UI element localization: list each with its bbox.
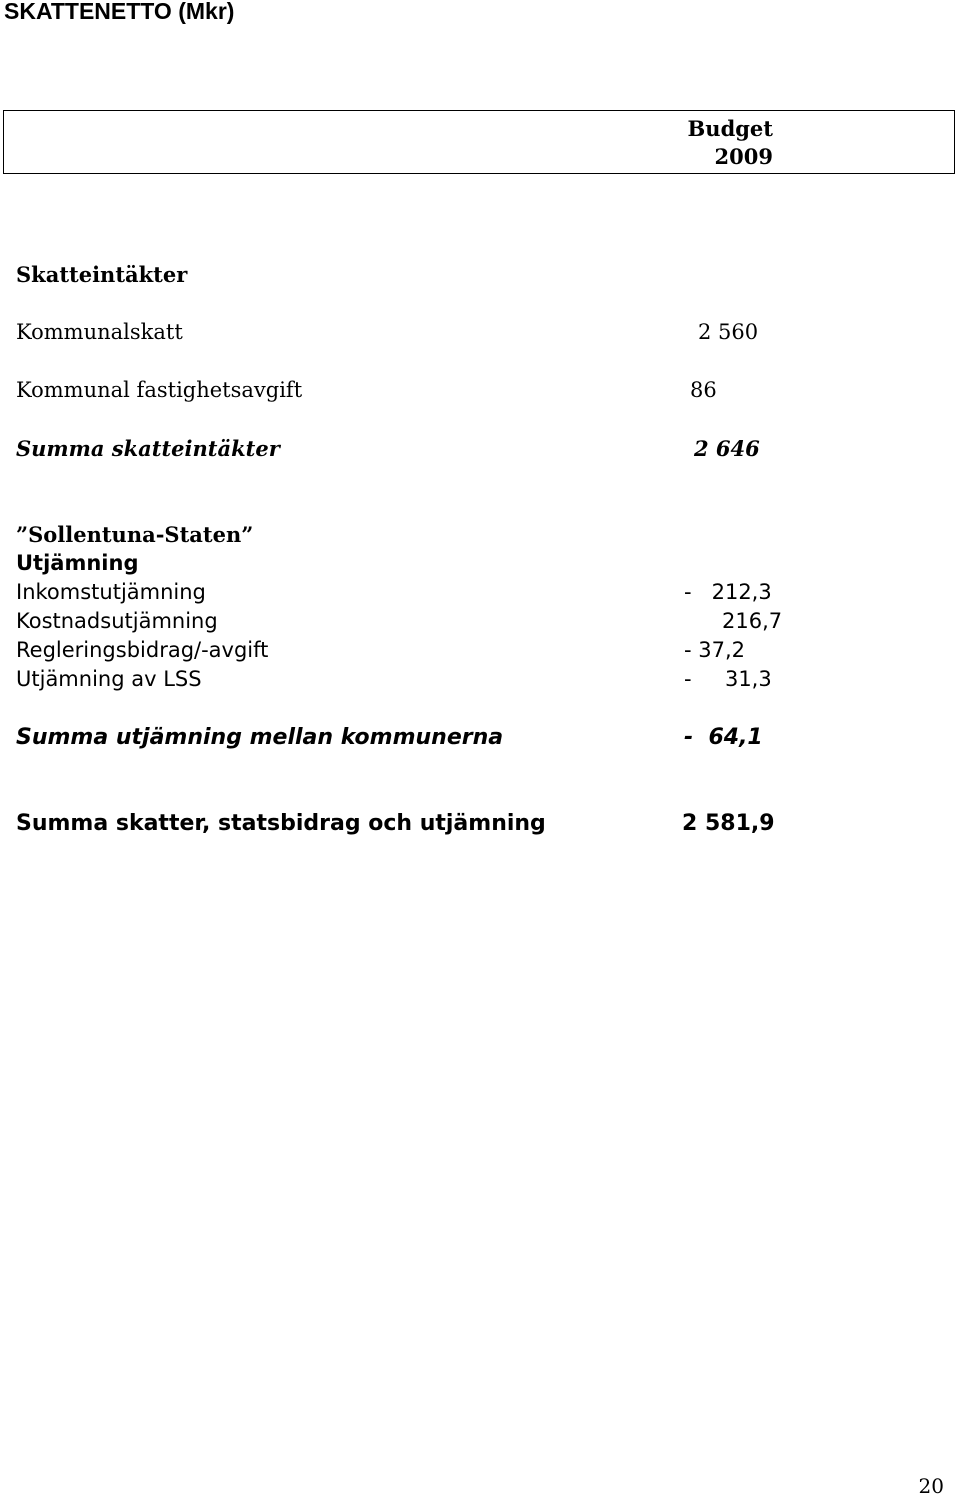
row-value-regleringsbidrag: - 37,2: [684, 638, 746, 662]
row-value-kommunalskatt: 2 560: [698, 320, 759, 344]
section-heading-sollentuna-staten: ”Sollentuna-Staten”: [16, 522, 254, 547]
row-label-utjamning-lss: Utjämning av LSS: [16, 667, 202, 691]
budget-header-box: [3, 110, 955, 174]
utjamning-heading: Utjämning: [16, 551, 139, 575]
summa-skatteintakter-label: Summa skatteintäkter: [16, 436, 280, 461]
sollentuna-staten-label: Sollentuna-Staten: [28, 522, 242, 547]
row-label-regleringsbidrag: Regleringsbidrag/-avgift: [16, 638, 269, 662]
total-label: Summa skatter, statsbidrag och utjämning: [16, 811, 546, 836]
budget-column-label: Budget: [687, 116, 773, 141]
page-title: SKATTENETTO (Mkr): [4, 0, 235, 24]
total-value: 2 581,9: [682, 811, 775, 836]
row-value-kostnadsutjamning: 216,7: [722, 609, 783, 633]
budget-column-year: 2009: [714, 144, 773, 169]
skatteintakter-heading: Skatteintäkter: [16, 262, 188, 287]
page-number: 20: [918, 1474, 944, 1498]
row-label-kommunalskatt: Kommunalskatt: [16, 320, 183, 344]
summa-utjamning-value: - 64,1: [684, 725, 763, 750]
row-label-kostnadsutjamning: Kostnadsutjämning: [16, 609, 218, 633]
summa-utjamning-label: Summa utjämning mellan kommunerna: [16, 725, 504, 750]
row-value-utjamning-lss: - 31,3: [684, 667, 772, 691]
summa-skatteintakter-value: 2 646: [694, 436, 760, 461]
row-label-inkomstutjamning: Inkomstutjämning: [16, 580, 206, 604]
row-label-fastighetsavgift: Kommunal fastighetsavgift: [16, 378, 303, 402]
row-value-fastighetsavgift: 86: [690, 378, 717, 402]
row-value-inkomstutjamning: - 212,3: [684, 580, 772, 604]
